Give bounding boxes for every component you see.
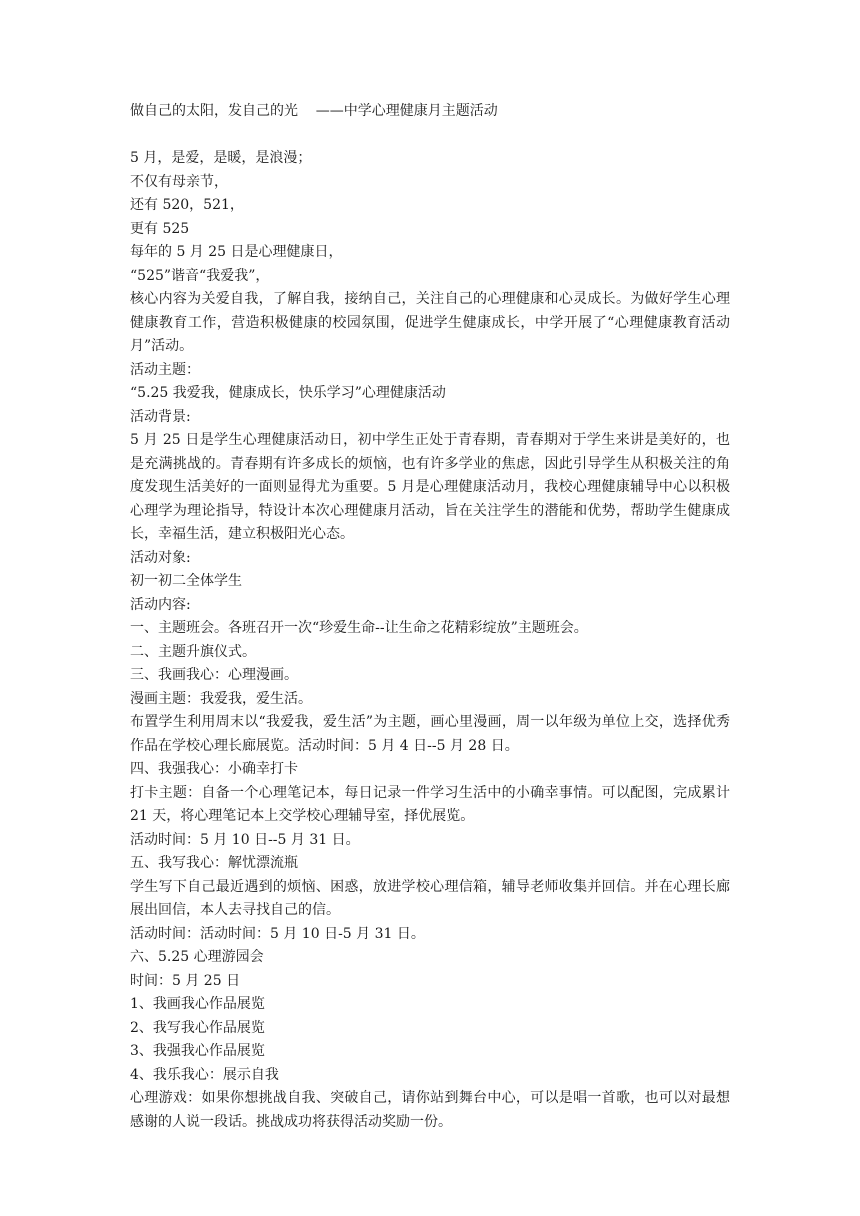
document-title: 做自己的太阳，发自己的光 ——中学心理健康月主题活动 <box>130 103 498 119</box>
list-item: 三、我画我心：心理漫画。 <box>130 667 298 683</box>
text-line: 每年的 5 月 25 日是心理健康日， <box>130 244 343 260</box>
game-paragraph: 心理游戏：如果你想挑战自我、突破自己，请你站到舞台中心，可以是唱一首歌，也可以对最想感谢的人说一段话。挑战成功将获得活动奖励一份。 <box>130 1090 730 1130</box>
section-heading: 活动主题： <box>130 361 200 378</box>
list-item: 2、我写我心作品展览 <box>130 1019 265 1036</box>
list-item: 二、主题升旗仪式。 <box>130 643 256 660</box>
comic-paragraph: 布置学生利用周末以“我爱我，爱生活”为主题，画心里漫画，周一以年级为单位上交，选择优秀作品在学校心理长廊展览。活动时间：5 月 4 日--5 月 28 日。 <box>130 714 730 754</box>
text-line: 活动时间：活动时间：5 月 10 日-5 月 31 日。 <box>130 925 425 942</box>
text-line: “525”谐音“我爱我”， <box>130 267 270 284</box>
list-item: 1、我画我心作品展览 <box>130 996 265 1012</box>
section-heading: 活动背景: <box>130 408 191 425</box>
text-line: 不仅有母亲节， <box>130 173 228 190</box>
bottle-paragraph: 学生写下自己最近遇到的烦恼、困惑，放进学校心理信箱，辅导老师收集并回信。并在心理长廊展出回信，本人去寻找自己的信。 <box>130 878 730 918</box>
section-heading: 活动内容: <box>130 596 191 613</box>
background-paragraph: 5 月 25 日是学生心理健康活动日，初中学生正处于青春期，青春期对于学生来讲是美好的，也是充满挑战的。青春期有许多成长的烦恼，也有许多学业的焦虑，因此引导学生从积极关注的角度发现生活美好的一面则显得尤为重要。5 月是心理健康活动月，我校心理健康辅导中心以积极心理学为理论指导，特设计本次心理健康月活动，旨在关注学生的潜能和优势，帮助学生健康成长，幸福生活，建立积极阳光心态。 <box>130 432 730 542</box>
document-body <box>130 100 730 1134</box>
list-item: 五、我写我心：解忧漂流瓶 <box>130 855 298 871</box>
section-heading: 活动对象: <box>130 549 191 566</box>
text-line: 漫画主题：我爱我，爱生活。 <box>130 690 312 707</box>
intro-paragraph: 核心内容为关爱自我，了解自我，接纳自己，关注自己的心理健康和心灵成长。为做好学生心理健康教育工作，营造积极健康的校园氛围，促进学生健康成长，中学开展了“心理健康教育活动月”活动。 <box>130 291 730 354</box>
text-line: 初一初二全体学生 <box>130 573 242 589</box>
text-line: 时间：5 月 25 日 <box>130 972 241 989</box>
list-item: 四、我强我心：小确幸打卡 <box>130 761 298 777</box>
list-item: 4、我乐我心：展示自我 <box>130 1066 279 1083</box>
list-item: 六、5.25 心理游园会 <box>130 949 264 965</box>
text-line: “5.25 我爱我，健康成长，快乐学习”心理健康活动 <box>130 385 446 401</box>
list-item: 一、主题班会。各班召开一次“珍爱生命--让生命之花精彩绽放”主题班会。 <box>130 620 588 636</box>
text-line: 还有 520，521， <box>130 197 244 213</box>
text-line: 5 月，是爱，是暖，是浪漫； <box>130 150 312 166</box>
list-item: 3、我强我心作品展览 <box>130 1043 265 1059</box>
checkin-paragraph: 打卡主题：自备一个心理笔记本，每日记录一件学习生活中的小确幸事情。可以配图，完成累计 21 天，将心理笔记本上交学校心理辅导室，择优展览。 <box>130 784 730 824</box>
text-line: 更有 525 <box>130 220 190 237</box>
text-line: 活动时间：5 月 10 日--5 月 31 日。 <box>130 831 360 848</box>
